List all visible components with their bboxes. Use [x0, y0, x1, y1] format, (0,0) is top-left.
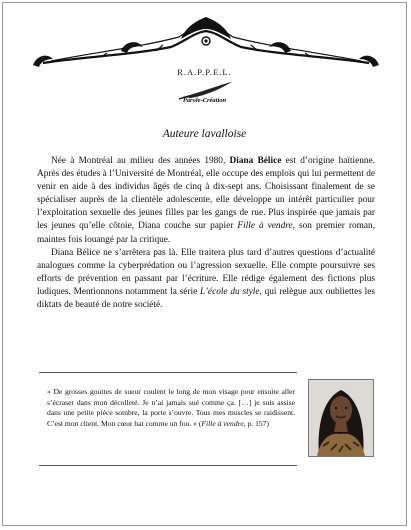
biography-paragraph-2: Diana Bélice ne s’arrêtera pas là. Elle traitera plus tard d’autres questions d’actualité analogues comme la cyberprédation ou l’agression sexuelle. Elle compte poursuivre ses efforts de prévention en passant par l’écriture. Elle rédige également des fictions plus ludiques. Mentionnons notamment la série L’école du style, qui relègue aux oubliettes les diktats de beauté de notre société.: [37, 247, 375, 311]
series-title: L’école du style: [200, 286, 260, 297]
quote-text: « De grosses gouttes de sueur coulent le long de mon visage pour ensuite aller s’écraser dans mon décolleté. Je n’ai jamais sué comme ça. […] je suis assise dans une petite pièce sombre, la porte s’ouvre. Tous mes muscles se raidissent. C’est mon client. Mon cœur bat comme un fou. » (Fille à vendre, p. 157): [47, 387, 295, 428]
quote-box: [39, 372, 297, 466]
section-heading: Auteure lavalloise: [162, 128, 247, 140]
logo-subtitle: Parole-Création: [182, 97, 227, 104]
quote-source-title: Fille à vendre: [201, 418, 244, 428]
document-page: [2, 2, 407, 526]
logo-title: R.A.P.P.E.L.: [177, 67, 232, 77]
biography-paragraph-1: Née à Montréal au milieu des années 1980, Diana Bélice est d’origine haïtienne. Après des études à l’Université de Montréal, elle occupe des emplois qui lui permettent de venir en aide à des individus âgés de cinq à dix-sept ans. Choisissant finalement de se spécialiser auprès de la clientèle adolescente, elle développe un intérêt particulier pour l’exploitation sexuelle des jeunes filles par les gangs de rue. Plus inspirée que jamais par les jeunes qu’elle côtoie, Diana couche sur papier Fille à vendre, son premier roman, maintes fois louangé par la critique.: [37, 156, 375, 245]
decorative-ornament: [21, 17, 391, 69]
book-title: Fille à vendre: [237, 221, 293, 232]
author-name: Diana Bélice: [229, 156, 282, 166]
biography-text: [37, 155, 375, 312]
author-portrait: [308, 379, 374, 457]
